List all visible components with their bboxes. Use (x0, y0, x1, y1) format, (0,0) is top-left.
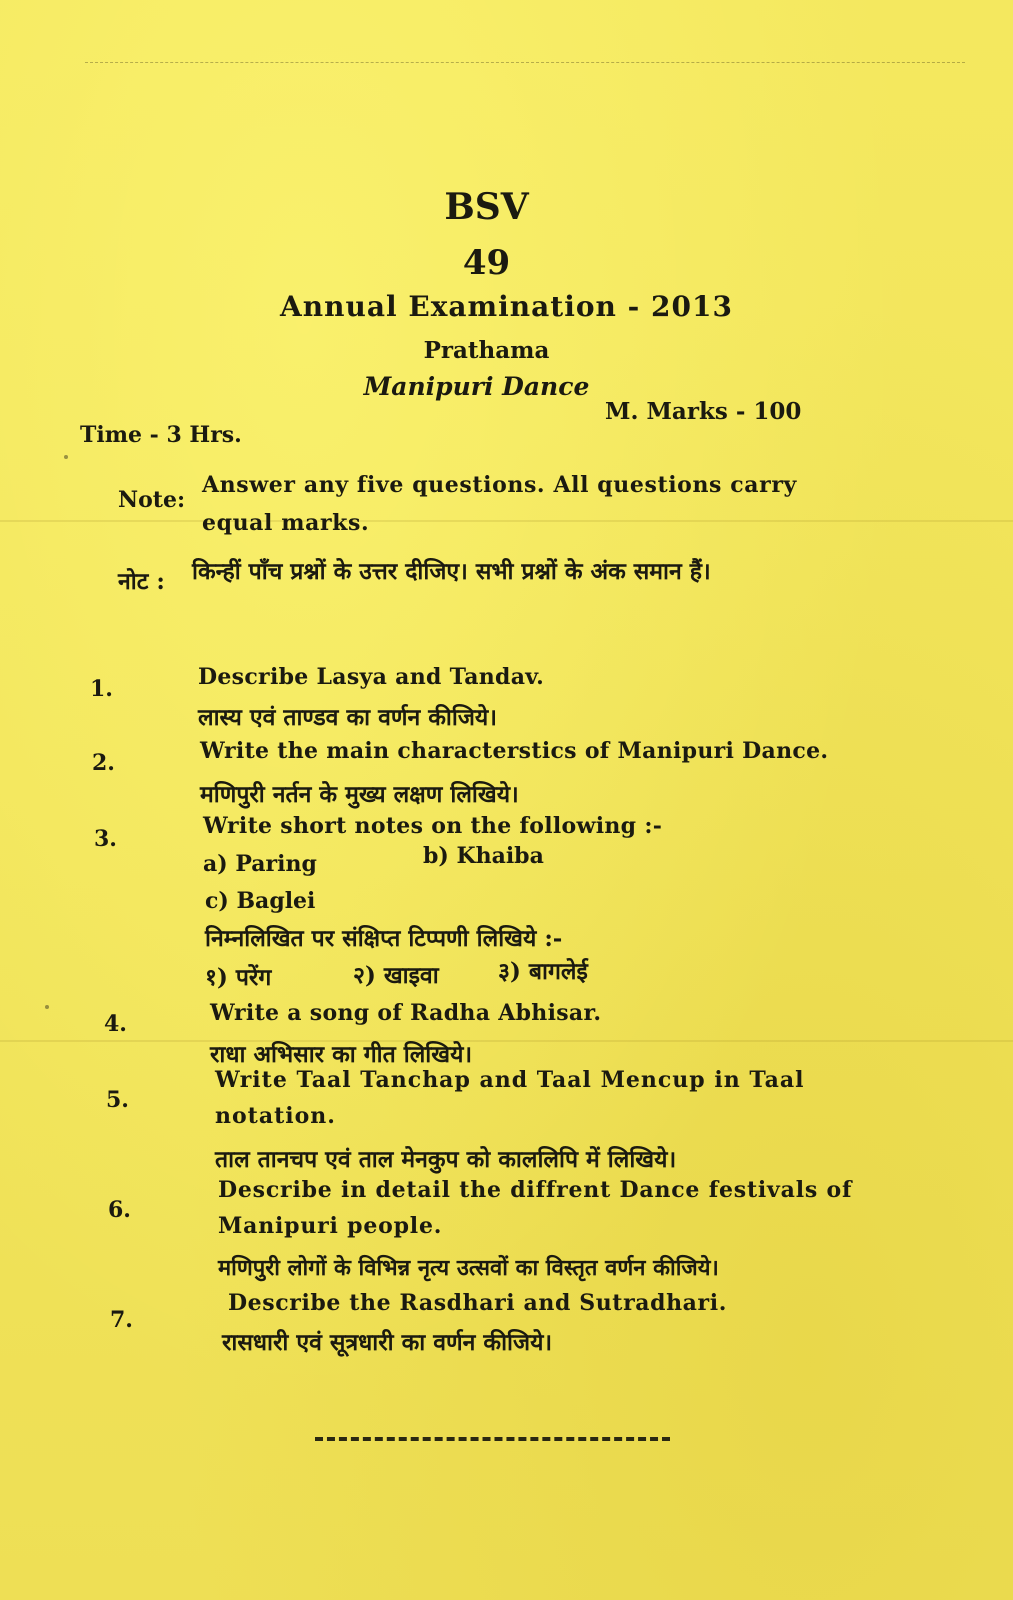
top-dashed-rule (85, 62, 965, 63)
note-label-en: Note: (118, 487, 186, 513)
note-label-hi: नोट : (118, 568, 165, 595)
max-marks: M. Marks - 100 (605, 398, 802, 425)
question-text-en: Write Taal Tanchap and Taal Mencup in Taal notation. (215, 1067, 805, 1129)
question-text-hi: लास्य एवं ताण्डव का वर्णन कीजिये। (198, 704, 497, 731)
option-a: a) Paring (203, 851, 317, 877)
question-text-hi: ताल तानचप एवं ताल मेनकुप को काललिपि में लिखिये। (215, 1146, 677, 1173)
question-number: 4. (104, 1011, 127, 1037)
speck (64, 455, 68, 459)
paper-number: 49 (462, 243, 511, 283)
paper-code: BSV (444, 186, 529, 228)
option-hi-2: २) खाइवा (353, 962, 439, 989)
end-dashed-rule (315, 1437, 670, 1441)
question-number: 3. (94, 826, 117, 852)
question-text-hi: मणिपुरी लोगों के विभिन्न नृत्य उत्सवों का विस्तृत वर्णन कीजिये। (218, 1255, 719, 1281)
question-text-en: Write a song of Radha Abhisar. (210, 1000, 602, 1026)
question-text-hi: मणिपुरी नर्तन के मुख्य लक्षण लिखिये। (200, 781, 519, 808)
option-hi-1: १) परेंग (205, 964, 272, 991)
question-text-en: Describe the Rasdhari and Sutradhari. (228, 1290, 727, 1316)
option-hi-3: ३) बागलेई (498, 958, 588, 985)
question-number: 7. (110, 1307, 133, 1333)
question-text-en: Write the main characterstics of Manipuri Dance. (200, 738, 829, 764)
question-number: 5. (106, 1087, 129, 1113)
time-allowed: Time - 3 Hrs. (80, 422, 242, 448)
question-text-en: Write short notes on the following :- (203, 813, 663, 839)
question-text-hi: निम्नलिखित पर संक्षिप्त टिप्पणी लिखिये :- (205, 925, 563, 952)
question-text-hi: रासधारी एवं सूत्रधारी का वर्णन कीजिये। (222, 1329, 553, 1356)
note-text-hi: किन्हीं पाँच प्रश्नों के उत्तर दीजिए। सभी प्रश्नों के अंक समान हैं। (192, 558, 711, 585)
note-text-en: Answer any five questions. All questions carry equal marks. (202, 472, 797, 536)
speck (45, 1005, 49, 1009)
question-text-en: Describe in detail the diffrent Dance festivals of Manipuri people. (218, 1177, 853, 1239)
option-c: c) Baglei (205, 888, 316, 914)
paper-fold (0, 1040, 1013, 1042)
question-text-hi: राधा अभिसार का गीत लिखिये। (210, 1041, 473, 1068)
exam-level: Prathama (423, 337, 550, 364)
question-text-en: Describe Lasya and Tandav. (198, 664, 545, 690)
exam-subject: Manipuri Dance (363, 372, 590, 401)
question-number: 2. (92, 750, 115, 776)
exam-title: Annual Examination - 2013 (280, 290, 733, 323)
question-number: 6. (108, 1197, 131, 1223)
question-number: 1. (90, 676, 113, 702)
option-b: b) Khaiba (423, 843, 544, 869)
